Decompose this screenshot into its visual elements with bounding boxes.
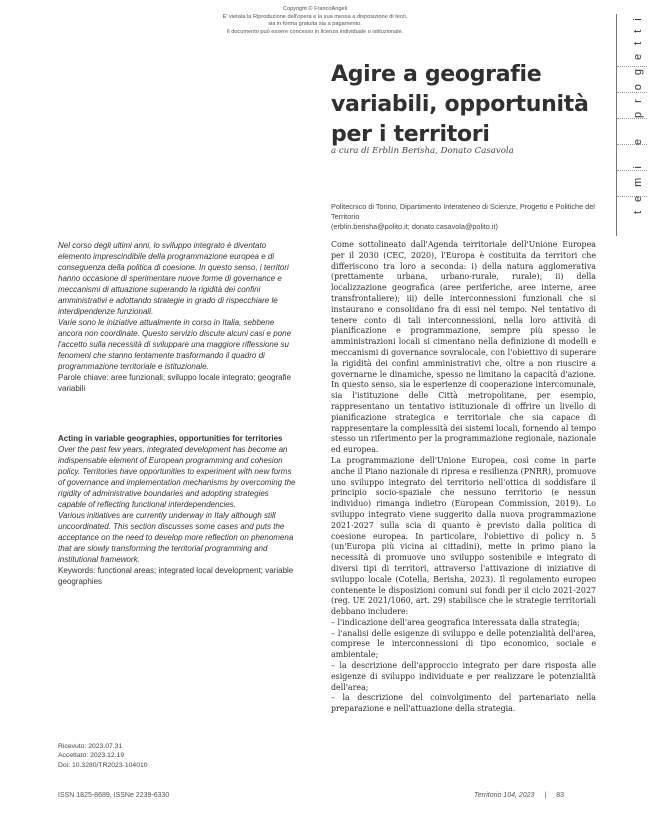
copyright-line: Copyright © FrancoAngeli <box>282 6 348 12</box>
body-text <box>331 240 596 715</box>
affiliation-institution: Politecnico di Torino, Dipartimento Interateneo di Scienze, Progetto e Politiche del Territorio <box>331 202 595 222</box>
abstract-it-paragraph: Varie sono le iniziative attualmente in corso in Italia, sebbene ancora non coordinate. Questo servizio discute alcuni casi e pone l'accetto sulla necessità di sviluppare una maggiore riflessione su fenomeni che stanno lentamente trasformando il quadro di programmazione territoriale e istituzionale. <box>58 318 292 371</box>
abstract-column <box>58 240 298 587</box>
copyright-notice <box>160 6 470 36</box>
keywords-it: Parole chiave: aree funzionali; sviluppo locale integrato; geografie variabili <box>58 373 292 393</box>
body-paragraph: Come sottolineato dall'Agenda territoriale dell'Unione Europea per il 2030 (CEC, 2020), l'Europa è costituita da territori che differiscono tra loro a seconda: i) della natura agglomerativa (prettamente urbana, urbano-rurale, rurale); ii) della localizzazione geografica (aree periferiche, aree interne, aree transfrontaliere); iii) delle interconnessioni funzionali che si instaurano e consolidano fra di essi nel tempo. Nel tentativo di tenere conto di tali interconnessioni, nella loro attività di pianificazione e programmazione, sempre più spesso le amministrazioni locali si cimentano nella definizione di modelli e meccanismi di governance sovralocale, con l'obiettivo di superare la rigidità dei confini amministrativi che, oltre a non riuscire a governarne le dinamiche, spesso ne limitano la capacità d'azione. In questo senso, sia le esperienze di cooperazione intercomunale, sia l'istituzione delle Città metropolitane, per esempio, rappresentano un tentativo istituzionale di offrire un livello di pianificazione strategica e territoriale che sia capace di rappresentare la complessità dei sistemi locali, fornendo al tempo stesso un riferimento per la programmazione regionale, nazionale ed europea. <box>331 240 596 455</box>
doi: Doi: 10.3280/TR2023-104010 <box>58 761 148 769</box>
journal-name: Territorio 104, 2023 <box>474 792 535 799</box>
copyright-line: Il documento può essere concesso in licenza individuale o istituzionale. <box>226 28 404 35</box>
issn: ISSN 1825-8689, ISSNe 2239-6330 <box>58 792 170 799</box>
section-sidebar <box>616 9 647 236</box>
list-item: – la descrizione dell'approccio integrato per dare risposta alle esigenze di sviluppo individuate e per realizzare le potenzialità dell'area; <box>331 661 596 692</box>
section-label: temi e progetti <box>632 9 644 214</box>
abstract-en-paragraph: Various initiatives are currently underway in Italy although still uncoordinated. This section discusses some cases and puts the acceptance on the need to develop more reflection on phenomena that are slowly transforming the territorial programming and institutional framework. <box>58 511 294 564</box>
body-paragraph: La programmazione dell'Unione Europea, così come in parte anche il Piano nazionale di ripresa e resilienza (PNRR), promuove uno sviluppo integrato del territorio nell'ottica di soddisfare il principio socio-spaziale che nessuno territorio (e nessun individuo) rimanga indietro (European Commission, 2019). Lo sviluppo integrato viene suggerito dalla nuova programmazione 2021-2027 sulla scia di quanto è previsto dalla politica di coesione europea. In particolare, l'obiettivo di policy n. 5 (un'Europa più vicina ai cittadini), mette in primo piano la necessità di promuove uno sviluppo sostenibile e integrato di diversi tipi di territori, attraverso l'attivazione di iniziative di sviluppo locale (Cotella, Berisha, 2023). Il regolamento europeo contenente le disposizioni comuni sui fondi per il ciclo 2021-2027 (reg. UE 2021/1060, art. 29) stabilisce che le strategie territoriali debbano includere: <box>331 455 596 617</box>
page-footer <box>474 792 564 799</box>
footer-separator: | <box>544 792 547 799</box>
list-item: – la descrizione del coinvolgimento del partenariato nella preparazione e nell'attuazione della strategia. <box>331 693 596 714</box>
article-title: Agire a geografie variabili, opportunità per i territori <box>331 62 589 147</box>
affiliation <box>331 202 596 233</box>
article-metadata <box>58 742 148 770</box>
list-item: – l'indicazione dell'area geografica interessata dalla strategia; <box>331 617 580 627</box>
received-date: Ricevuto: 2023.07.31 <box>58 743 123 750</box>
curated-by: a cura di Erblin Berisha, Donato Casavola <box>331 146 514 156</box>
accepted-date: Accettato: 2023.12.19 <box>58 752 125 760</box>
abstract-it-paragraph: Nel corso degli ultimi anni, lo sviluppo integrato è diventato elemento imprescindibile della programmazione europea e di conseguenza della politica di coesione. In questo senso, i territori hanno occasione di sperimentare nuove forme di governance e meccanismi di attuazione superando la rigidità dei confini amministrativi e adottando strategie in grado di rispecchiare le interdipendenze funzionali. <box>58 241 289 316</box>
copyright-line: E' vietata la Riproduzione dell'opera e la sua messa a disposizione di terzi, <box>222 13 408 20</box>
copyright-line: sia in forma gratuita sia a pagamento. <box>268 21 362 28</box>
keywords-en: Keywords: functional areas; integrated local development; variable geographies <box>58 566 294 586</box>
affiliation-emails: (erblin.berisha@polito.it; donato.casavola@polito.it) <box>331 222 498 232</box>
english-title: Acting in variable geographies, opportunities for territories <box>58 434 283 443</box>
list-item: – l'analisi delle esigenze di sviluppo e delle potenzialità dell'area, comprese le interconnessioni di tipo economico, sociale e ambientale; <box>331 628 596 660</box>
page-number: 83 <box>556 792 564 799</box>
abstract-en-paragraph: Over the past few years, integrated development has become an indispensable element of European programming and cohesion policy. Territories have opportunities to experiment with new forms of governance and implementation mechanisms by overcoming the rigidity of administrative boundaries and adopting strategies capable of reflecting functional interdependencies. <box>58 445 296 509</box>
